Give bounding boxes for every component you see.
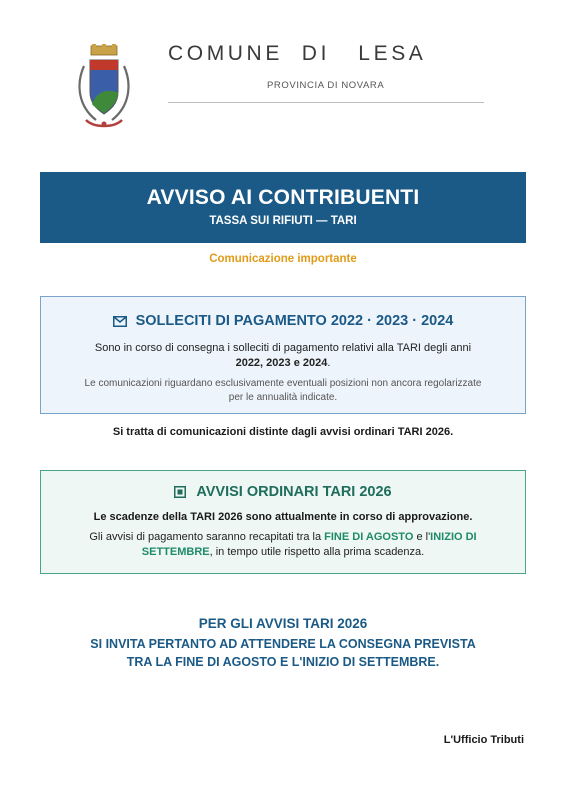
square-bullet-icon <box>174 486 186 498</box>
reminders-heading: SOLLECITI DI PAGAMENTO 2022 · 2023 · 2024 <box>135 313 454 329</box>
province-label: PROVINCIA DI NOVARA <box>267 80 385 91</box>
reminders-text-end: . <box>327 357 331 369</box>
ordinary-heading: AVVISI ORDINARI TARI 2026 <box>196 484 392 500</box>
municipality-name: COMUNE DI LESA <box>168 42 427 65</box>
closing-line-3: TRA LA FINE DI AGOSTO E L'INIZIO DI SETTEMBRE. <box>126 655 440 669</box>
closing-line-2: SI INVITA PERTANTO AD ATTENDERE LA CONSEGNA PREVISTA <box>90 637 476 651</box>
distinct-note: Si tratta di comunicazioni distinte dagli avvisi ordinari TARI 2026. <box>112 426 454 438</box>
reminders-heading-row <box>41 313 525 329</box>
ordinary-notices-box <box>40 470 526 574</box>
reminders-years: 2022, 2023 e 2024 <box>235 357 328 369</box>
delivery-highlight-start-september: INIZIO DI SETTEMBRE <box>141 531 477 558</box>
delivery-text-c: , in tempo utile rispetto alla prima scadenza. <box>209 546 425 558</box>
letterhead <box>0 0 566 140</box>
deadline-text: Le scadenze della TARI 2026 sono attualmente in corso di approvazione. <box>93 511 473 523</box>
reminders-box <box>40 296 526 414</box>
notice-title: AVVISO AI CONTRIBUENTI <box>146 186 420 209</box>
ordinary-heading-row <box>41 484 525 500</box>
delivery-highlight-end-august: FINE DI AGOSTO <box>324 531 414 543</box>
reminders-text-start: Sono in corso di consegna i solleciti di pagamento relativi alla TARI degli anni <box>94 342 472 354</box>
header-divider <box>168 102 484 103</box>
delivery-text-a: Gli avvisi di pagamento saranno recapitati tra la <box>89 531 325 543</box>
delivery-text-b: e l' <box>413 531 431 543</box>
notice-subtitle: TASSA SUI RIFIUTI — TARI <box>209 215 357 227</box>
reminders-text <box>87 341 479 371</box>
important-note: Comunicazione importante <box>209 253 357 265</box>
closing-line-1: PER GLI AVVISI TARI 2026 <box>198 616 368 631</box>
envelope-icon <box>113 316 127 327</box>
closing-message <box>0 616 566 669</box>
signature: L'Ufficio Tributi <box>443 734 524 746</box>
delivery-text <box>75 530 491 560</box>
municipal-crest-icon <box>74 44 134 134</box>
notice-banner <box>40 172 526 243</box>
reminders-note: Le comunicazioni riguardano esclusivamente eventuali posizioni non ancora regolarizzate per le annualità indicate. <box>84 378 482 403</box>
